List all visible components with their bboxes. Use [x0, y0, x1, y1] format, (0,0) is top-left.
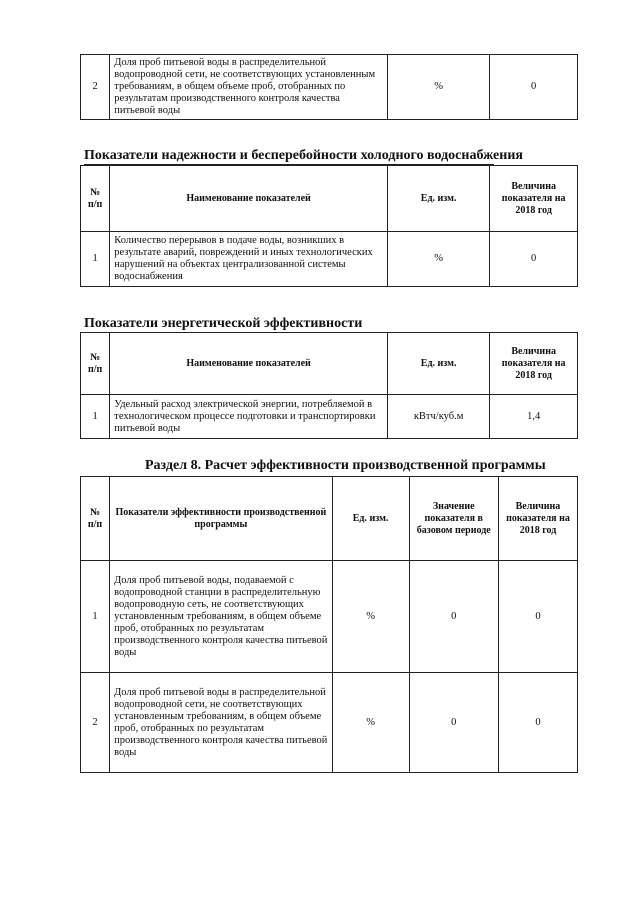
value-cell: 0: [498, 561, 577, 673]
table-header-row: [81, 333, 578, 395]
section-title-reliability: Показатели надежности и бесперебойности холодного водоснабжения: [84, 148, 523, 163]
table-reliability: [80, 165, 578, 287]
header-value: Величина показателя на 2018 год: [498, 477, 577, 561]
table-header-row: [81, 477, 578, 561]
header-unit: Ед. изм.: [332, 477, 409, 561]
indicator-name: Количество перерывов в подаче воды, возникших в результате аварий, повреждений и иных технологических нарушений на объектах централизованной системы водоснабжения: [110, 232, 388, 287]
row-number: 1: [81, 395, 110, 439]
unit-cell: %: [387, 55, 489, 120]
table-section-8: [80, 476, 578, 773]
unit-cell: %: [332, 673, 409, 773]
row-number: 2: [81, 673, 110, 773]
unit-cell: кВтч/куб.м: [387, 395, 489, 439]
header-value: Величина показателя на 2018 год: [490, 166, 578, 232]
header-name: Показатели эффективности производственной программы: [110, 477, 333, 561]
value-cell: 0: [498, 673, 577, 773]
indicator-name: Доля проб питьевой воды в распределительной водопроводной сети, не соответствующих установленным требованиям, в общем объеме проб, отобранных по результатам производственного контроля качества питьевой воды: [110, 55, 388, 120]
base-value-cell: 0: [409, 561, 498, 673]
table-row: [81, 232, 578, 287]
header-name: Наименование показателей: [110, 333, 388, 395]
table-top-continuation: [80, 54, 578, 120]
table-header-row: [81, 166, 578, 232]
header-num: № п/п: [81, 166, 110, 232]
row-number: 2: [81, 55, 110, 120]
unit-cell: %: [332, 561, 409, 673]
section-title-energy: Показатели энергетической эффективности: [84, 316, 363, 331]
table-row: [81, 673, 578, 773]
header-num: № п/п: [81, 333, 110, 395]
header-value: Величина показателя на 2018 год: [490, 333, 578, 395]
table-row: [81, 395, 578, 439]
table-energy: [80, 332, 578, 439]
section-title-8: Раздел 8. Расчет эффективности производственной программы: [145, 458, 546, 473]
indicator-name: Удельный расход электрической энергии, потребляемой в технологическом процессе подготовки и транспортировки питьевой воды: [110, 395, 388, 439]
table-row: [81, 55, 578, 120]
unit-cell: %: [387, 232, 489, 287]
table-row: [81, 561, 578, 673]
base-value-cell: 0: [409, 673, 498, 773]
value-cell: 0: [490, 55, 578, 120]
row-number: 1: [81, 561, 110, 673]
header-num: № п/п: [81, 477, 110, 561]
header-base: Значение показателя в базовом периоде: [409, 477, 498, 561]
indicator-name: Доля проб питьевой воды в распределительной водопроводной сети, не соответствующих установленным требованиям, в общем объеме проб, отобранных по результатам производственного контроля качества питьевой воды: [110, 673, 333, 773]
value-cell: 1,4: [490, 395, 578, 439]
indicator-name: Доля проб питьевой воды, подаваемой с водопроводной станции в распределительную водопроводную сеть, не соответствующих установленным требованиям, в общем объеме проб, отобранных по результатам производственного контроля качества питьевой воды: [110, 561, 333, 673]
header-unit: Ед. изм.: [387, 166, 489, 232]
header-name: Наименование показателей: [110, 166, 388, 232]
value-cell: 0: [490, 232, 578, 287]
row-number: 1: [81, 232, 110, 287]
header-unit: Ед. изм.: [387, 333, 489, 395]
